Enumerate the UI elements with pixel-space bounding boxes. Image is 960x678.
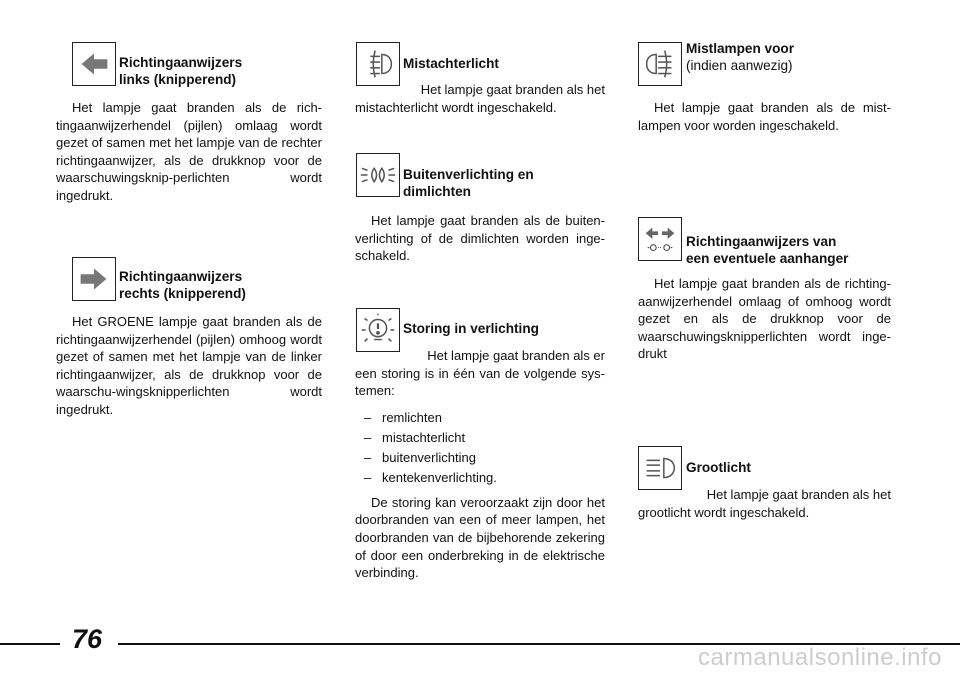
right-turn-text: Het GROENE lampje gaat branden als de richtingaanwijzerhendel (pijlen) omhoog wordt gezet of samen met het lampje van de linker richtingaanwijzer, als de drukknop voor de waarschu-wingsknipperlichten wordt ingedrukt.: [56, 314, 322, 417]
rear-fog-text: Het lampje gaat branden als het mistachterlicht wordt ingeschakeld.: [355, 82, 605, 115]
watermark: carmanualsonline.info: [698, 644, 942, 671]
high-beam-title: Grootlicht: [686, 460, 751, 475]
high-beam-text: Het lampje gaat branden als het grootlicht wordt ingeschakeld.: [638, 487, 891, 520]
front-fog-text: Het lampje gaat branden als de mist-lampen voor worden ingeschakeld.: [638, 100, 891, 133]
side-lights-icon: [356, 153, 400, 197]
footer-rule-left: [0, 643, 60, 645]
fault-closing: De storing kan veroorzaakt zijn door het doorbranden van een of meer lampen, het doorbranden van de bijbehorende zekering of door een onderbreking in de elektrische verbinding.: [355, 494, 605, 581]
list-item: – buitenverlichting: [355, 448, 605, 468]
right-turn-title: Richtingaanwijzers rechts (knipperend): [119, 269, 246, 301]
fault-text: Het lampje gaat branden als er een storing is in één van de volgende sys-temen: – remlichten – mistachterlicht – buitenverlichting – kentekenverlichting. De storing kan veroorzaakt zijn door het doorbranden van een of meer lampen, het doorbranden van de bijbehorende zekering of door een onderbreking in de elektrische verbinding.: [355, 347, 605, 582]
list-item: – kentekenverlichting.: [355, 468, 605, 488]
trailer-indicator-icon: [638, 217, 682, 261]
trailer-text: Het lampje gaat branden als de richting-aanwijzerhendel omlaag of omhoog wordt gezet en als de drukknop voor de waarschuwingsknipperlichten wordt inge-drukt: [638, 276, 891, 362]
list-item: – mistachterlicht: [355, 428, 605, 448]
rear-fog-title: Mistachterlicht: [403, 56, 499, 71]
arrow-right-icon: [72, 257, 116, 301]
left-turn-text: Het lampje gaat branden als de rich-tingaanwijzerhendel (pijlen) omlaag wordt gezet of samen met het lampje van de rechter richtingaanwijzer, als de drukknop voor de waarschuwingsknip-perlichten wordt ingedrukt.: [56, 100, 322, 203]
bulb-failure-icon: [356, 308, 400, 352]
exterior-text: Het lampje gaat branden als de buiten-verlichting of de dimlichten worden inge-schakeld.: [355, 213, 605, 264]
arrow-left-icon: [72, 42, 116, 86]
page-number: 76: [72, 624, 103, 654]
front-fog-title: Mistlampen voor (indien aanwezig): [686, 41, 795, 73]
rear-fog-light-icon: [356, 42, 400, 86]
fault-system-list: [355, 408, 605, 488]
fault-title: Storing in verlichting: [403, 321, 539, 336]
exterior-title: Buitenverlichting en dimlichten: [403, 167, 534, 199]
front-fog-light-icon: [638, 42, 682, 86]
list-item: – remlichten: [355, 408, 605, 428]
left-turn-title: Richtingaanwijzers links (knipperend): [119, 55, 243, 87]
trailer-title: Richtingaanwijzers van een eventuele aanhanger: [686, 234, 849, 266]
high-beam-icon: [638, 446, 682, 490]
